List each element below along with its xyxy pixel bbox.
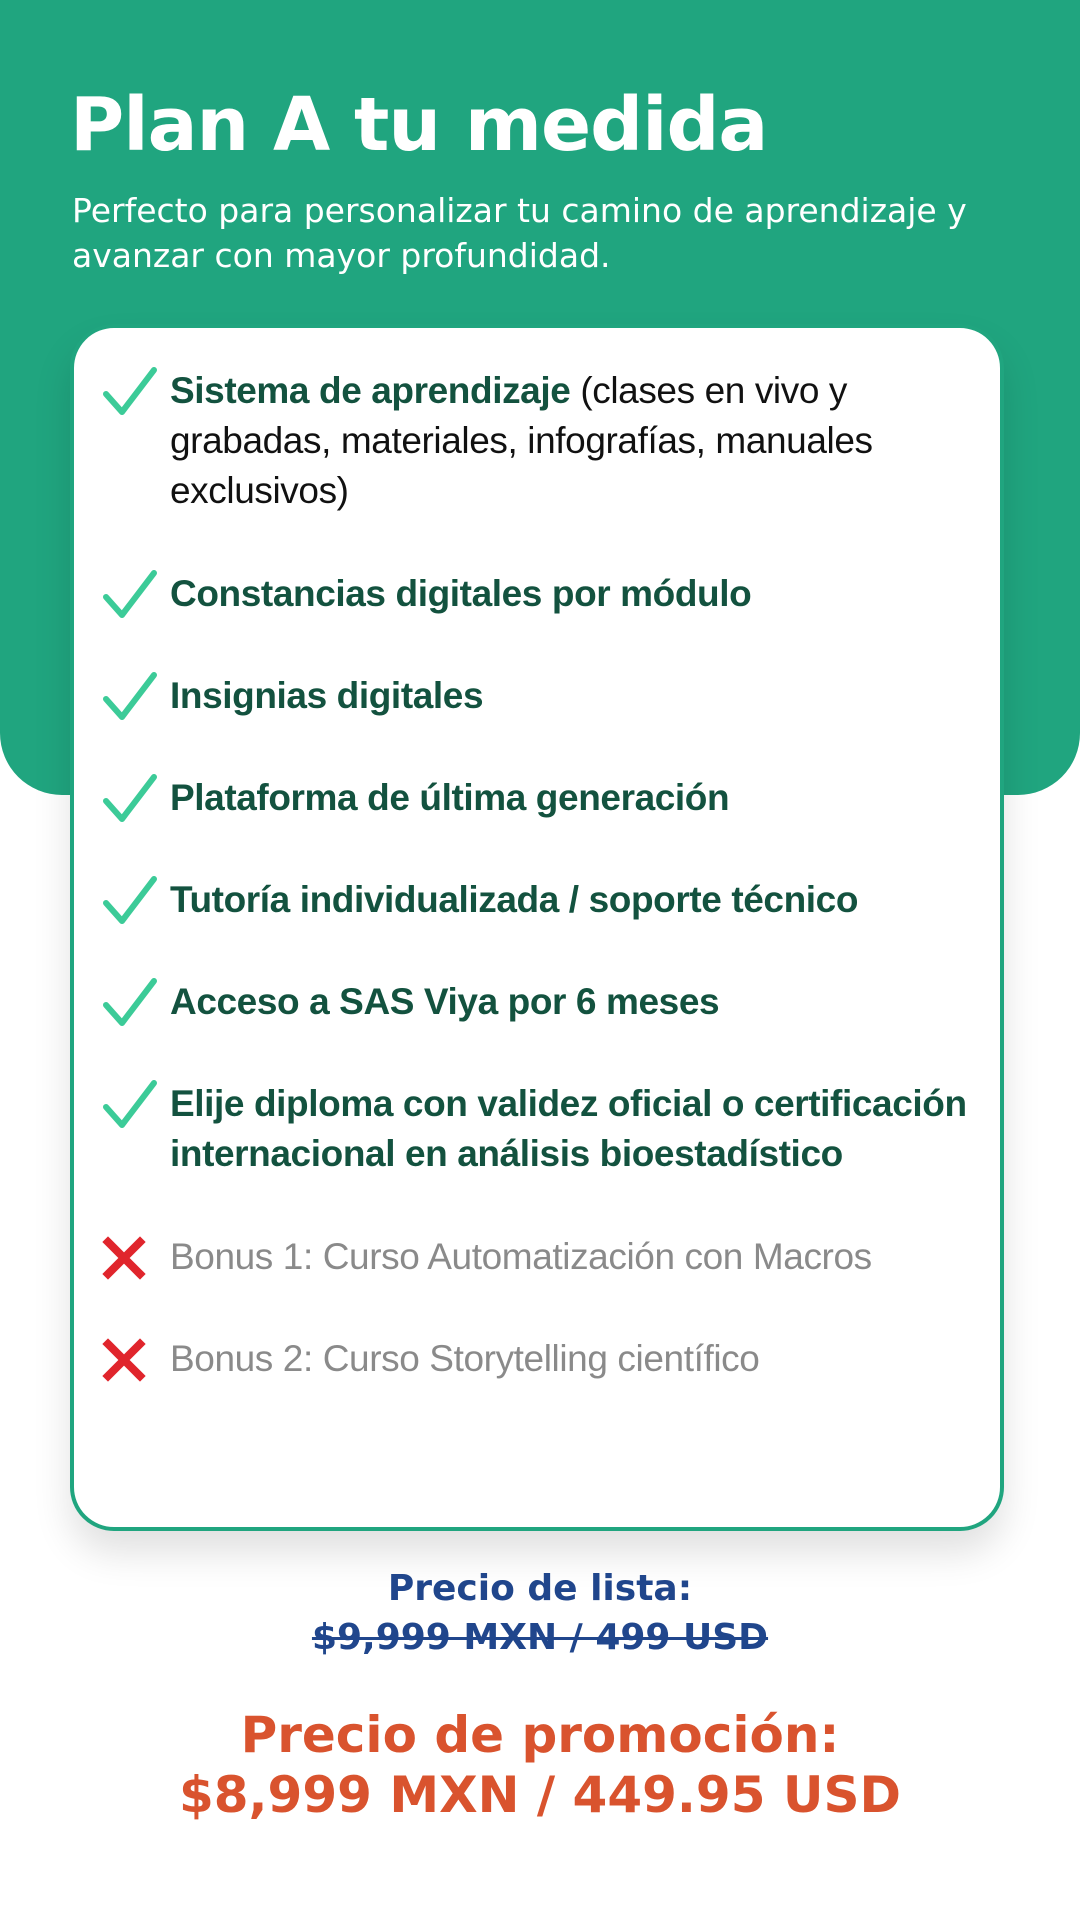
feature-text xyxy=(170,769,729,823)
feature-item-platform xyxy=(102,769,992,829)
feature-text xyxy=(170,667,483,721)
feature-text: Bonus 1: Curso Automatización con Macros xyxy=(170,1236,872,1277)
promo-price-label: Precio de promoción: xyxy=(240,1706,840,1764)
feature-strong: Sistema de aprendizaje xyxy=(170,370,571,411)
feature-item-bonus-2 xyxy=(102,1330,992,1390)
feature-item-bonus-1 xyxy=(102,1228,992,1288)
feature-text xyxy=(170,973,719,1027)
feature-strong: Acceso a SAS Viya por 6 meses xyxy=(170,981,720,1022)
check-icon xyxy=(102,1075,170,1135)
feature-text: Bonus 2: Curso Storytelling científico xyxy=(170,1338,760,1379)
feature-text xyxy=(170,871,858,925)
feature-strong: Constancias digitales por módulo xyxy=(170,573,752,614)
feature-strong: Elije diploma con validez oficial o certificación internacional en análisis bioestadístico xyxy=(170,1083,967,1174)
feature-item-badges xyxy=(102,667,992,727)
list-price-value: $9,999 MXN / 499 USD xyxy=(311,1617,769,1658)
feature-strong: Tutoría individualizada / soporte técnico xyxy=(170,879,859,920)
feature-text xyxy=(170,1075,992,1179)
check-icon xyxy=(102,769,170,829)
plan-subtitle: Perfecto para personalizar tu camino de aprendizaje y avanzar con mayor profundidad. xyxy=(72,191,967,275)
feature-strong: Plataforma de última generación xyxy=(170,777,730,818)
check-icon xyxy=(102,565,170,625)
check-icon xyxy=(102,667,170,727)
feature-item-certificates xyxy=(102,565,992,625)
list-price-label: Precio de lista: xyxy=(387,1568,693,1609)
check-icon xyxy=(102,871,170,931)
feature-item-sas-viya xyxy=(102,973,992,1033)
features-card xyxy=(70,324,1004,1531)
feature-text xyxy=(170,362,992,516)
cross-icon xyxy=(102,1228,170,1288)
plan-title: Plan A tu medida xyxy=(70,82,768,168)
feature-strong: Insignias digitales xyxy=(170,675,484,716)
feature-text xyxy=(170,565,751,619)
feature-item-learning-system xyxy=(102,362,992,516)
check-icon xyxy=(102,973,170,1033)
promo-price-value: $8,999 MXN / 449.95 USD xyxy=(178,1766,902,1824)
cross-icon xyxy=(102,1330,170,1390)
feature-item-diploma xyxy=(102,1075,992,1179)
feature-item-tutoring xyxy=(102,871,992,931)
check-icon xyxy=(102,362,170,422)
feature-detail: (clases en vivo y grabadas, materiales, infografías, manuales exclusivos) xyxy=(170,370,873,511)
